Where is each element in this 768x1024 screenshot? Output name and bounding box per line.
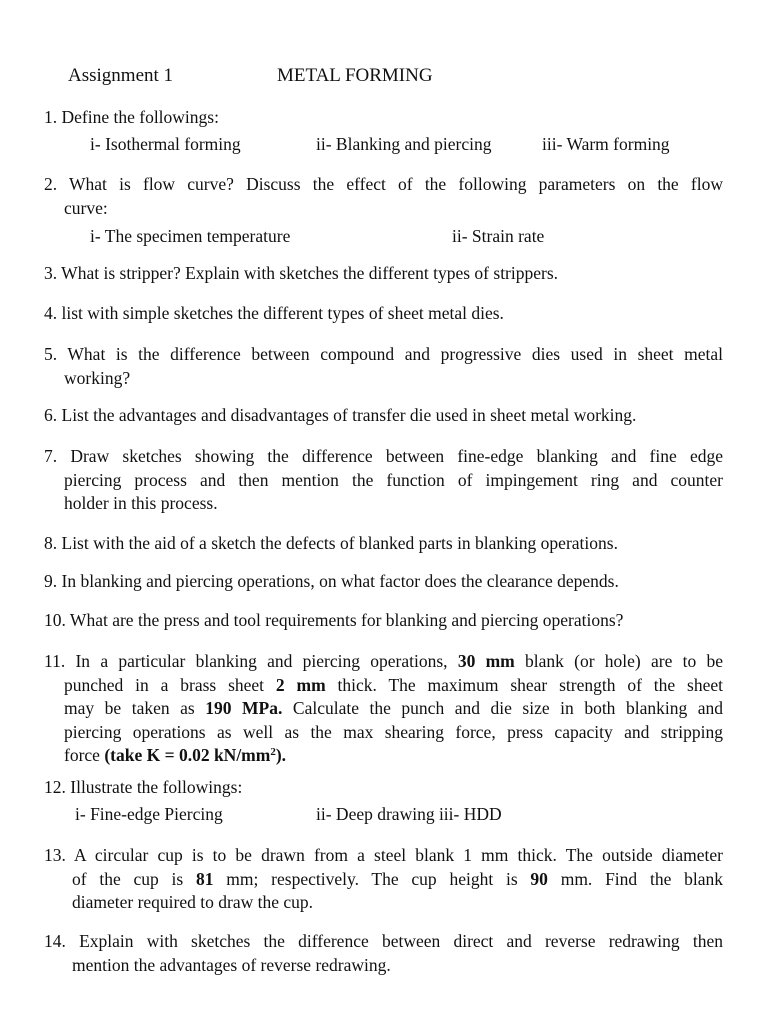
question-11-text-5: may be taken as <box>64 698 206 718</box>
question-13-text-3: mm; respectively. The cup height is <box>213 868 531 889</box>
question-11-text-1: 11. In a particular blanking and piercing operations, <box>44 651 458 671</box>
question-11-line-2 <box>44 674 723 698</box>
question-1-item-ii: ii- Blanking and piercing <box>316 134 492 154</box>
question-14 <box>44 930 723 977</box>
question-6 <box>44 404 723 428</box>
question-10-text: 10. What are the press and tool requirements for blanking and piercing operations? <box>44 610 624 630</box>
question-13-line-2 <box>44 868 723 892</box>
question-7-line-1: 7. Draw sketches showing the difference between fine-edge blanking and fine edge <box>44 446 723 466</box>
question-2-item-i: i- The specimen temperature <box>90 226 291 246</box>
question-13-line-1: 13. A circular cup is to be drawn from a steel blank 1 mm thick. The outside diameter <box>44 845 723 865</box>
assignment-label: Assignment 1 <box>68 65 174 86</box>
question-2-line-2: curve: <box>64 197 108 218</box>
k-value-text: (take K = 0.02 kN/mm <box>104 745 271 765</box>
question-11-line-3 <box>44 697 723 721</box>
question-4-text: 4. list with simple sketches the different types of sheet metal dies. <box>44 303 504 323</box>
question-11-line-4: piercing operations as well as the max shearing force, press capacity and stripping <box>64 721 723 742</box>
question-12 <box>44 776 723 800</box>
question-7-line-3: holder in this process. <box>64 493 218 513</box>
question-10 <box>44 609 723 633</box>
question-7-line-2: piercing process and then mention the function of impingement ring and counter <box>64 469 723 490</box>
document-title: METAL FORMING <box>277 65 433 86</box>
question-11 <box>44 650 723 768</box>
question-13-text-4: mm. Find the blank <box>547 868 723 889</box>
shear-strength-value: 190 MPa. <box>205 698 283 718</box>
question-5-line-1: 5. What is the difference between compound and progressive dies used in sheet metal <box>44 344 723 364</box>
question-8-text: 8. List with the aid of a sketch the defects of blanked parts in blanking operations. <box>44 533 618 553</box>
question-2 <box>44 173 723 220</box>
question-11-line-5 <box>44 744 723 768</box>
question-11-line-1 <box>44 650 723 674</box>
question-13 <box>44 844 723 915</box>
question-12-item-ii: ii- Deep drawing iii- HDD <box>316 804 502 824</box>
sheet-thickness-value: 2 mm <box>275 674 326 695</box>
question-13-text-2: of the cup is <box>72 868 197 889</box>
question-14-line-2: mention the advantages of reverse redrawing. <box>72 954 391 975</box>
question-12-item-i: i- Fine-edge Piercing <box>75 804 223 824</box>
question-11-text-8: force <box>64 745 105 765</box>
question-5-line-2: working? <box>64 367 131 388</box>
question-1-text: 1. Define the followings: <box>44 107 219 127</box>
question-7 <box>44 445 723 516</box>
question-11-text-6: Calculate the punch and die size in both blanking and <box>282 698 723 718</box>
question-2-line-1: 2. What is flow curve? Discuss the effect of the following parameters on the flow <box>44 174 723 194</box>
question-2-item-ii: ii- Strain rate <box>452 226 545 246</box>
question-13-line-3: diameter required to draw the cup. <box>72 892 314 912</box>
cup-diameter-value: 81 <box>196 868 214 889</box>
question-12-text: 12. Illustrate the followings: <box>44 777 243 797</box>
question-5 <box>44 343 723 390</box>
k-value <box>104 745 286 765</box>
cup-height-value: 90 <box>530 868 548 889</box>
question-6-text: 6. List the advantages and disadvantages of transfer die used in sheet metal working. <box>44 405 637 425</box>
question-9 <box>44 570 723 594</box>
k-value-close: ). <box>275 745 287 765</box>
question-4 <box>44 302 723 326</box>
question-9-text: 9. In blanking and piercing operations, on what factor does the clearance depends. <box>44 571 619 591</box>
question-11-text-3: punched in a brass sheet <box>64 674 276 695</box>
question-14-line-1: 14. Explain with sketches the difference between direct and reverse redrawing then <box>44 931 723 951</box>
blank-diameter-value: 30 mm <box>457 651 515 671</box>
question-1-item-i: i- Isothermal forming <box>90 134 241 154</box>
question-3-text: 3. What is stripper? Explain with sketches the different types of strippers. <box>44 263 559 283</box>
question-8 <box>44 532 723 556</box>
question-11-text-4: thick. The maximum shear strength of the sheet <box>325 674 723 695</box>
question-1-item-iii: iii- Warm forming <box>542 134 670 154</box>
question-1 <box>44 106 723 130</box>
question-11-text-2: blank (or hole) are to be <box>514 651 724 671</box>
question-3 <box>44 262 723 286</box>
k-value-superscript: 2 <box>270 746 276 758</box>
